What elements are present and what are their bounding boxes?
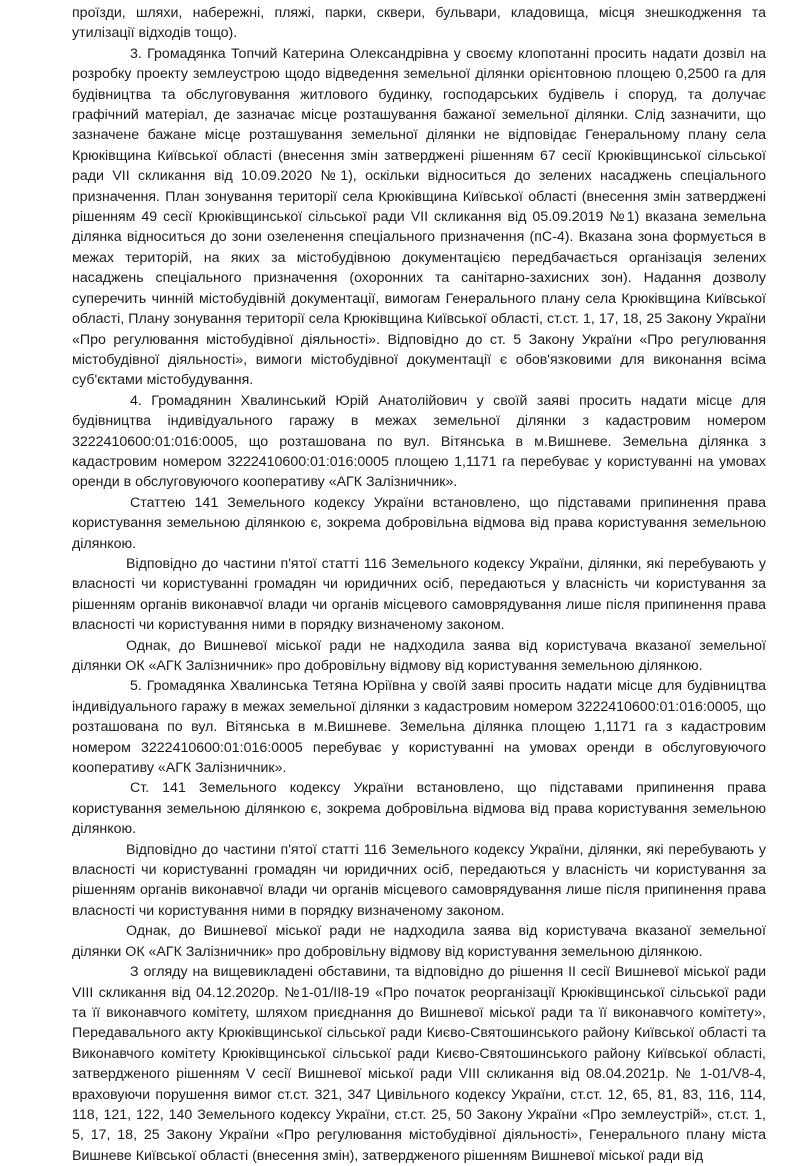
paragraph-no-application-second: Однак, до Вишневої міської ради не надходила заява від користувача вказаної земельної ділянки ОК «АГК Залізничник» про добровільну відмову від користування земельною ділянкою. [72,923,766,960]
paragraph-article-116-second: Відповідно до частини п'ятої статті 116 Земельного кодексу України, ділянки, які перебувають у власності чи користуванні громадян чи юридичних осіб, передаються у власність чи користування за рішенням органів виконавчої влади чи органів місцевого самоврядування лише після припинення права власності чи користування ними в порядку визначеному законом. [72,841,766,919]
paragraph-article-116: Відповідно до частини п'ятої статті 116 Земельного кодексу України, ділянки, які перебувають у власності чи користуванні громадян чи юридичних осіб, передаються у власність чи користування за рішенням органів виконавчої влади чи органів місцевого самоврядування лише після припинення права власності чи користування ними в порядку визначеному законом. [72,555,766,634]
paragraph-item-5: 5. Громадянка Хвалинська Тетяна Юріївна у своїй заяві просить надати місце для будівництва індивідуального гаражу в межах земельної ділянки з кадастровим номером 3222410600:01:016:0005, що розташована по вул. Вітянська в м.Вишневе. Земельна ділянка площею 1,1171 га з кадастровим номером 3222410600:01:016:0005 перебуває у користуванні на умовах оренди в обслуговуючого кооперативу «АГК Залізничник». [72,678,766,777]
paragraph-item-4: 4. Громадянин Хвалинський Юрій Анатолійович у своїй заяві просить надати місце для будівництва індивідуального гаражу в межах земельної ділянки з кадастровим номером 3222410600:01:016:0005, що розташована по вул. Вітянська в м.Вишневе. Земельна ділянка з кадастровим номером 3222410600:01:016:0005 площею 1,1171 га перебуває у користуванні на умовах оренди в обслуговуючого кооперативу «АГК Залізничник». [72,392,766,491]
paragraph-continuation: проїзди, шляхи, набережні, пляжі, парки, сквери, бульвари, кладовища, місця знешкодження та утилізації відходів тощо). [72,5,766,42]
paragraph-no-application: Однак, до Вишневої міської ради не надходила заява від користувача вказаної земельної ділянки ОК «АГК Залізничник» про добровільну відмову від користування земельною ділянкою. [72,637,766,674]
document-page [0,3,800,1164]
paragraph-article-141: Статтею 141 Земельного кодексу України встановлено, що підставами припинення права користування земельною ділянкою є, зокрема добровільна відмова від права користування земельною ділянкою. [72,494,766,552]
paragraph-conclusion: З огляду на вищевикладені обставини, та відповідно до рішення II сесії Вишневої міської ради VIII скликання від 04.12.2020р. №1-01/II8-19 «Про початок реорганізації Крюківщинської сільської ради та її виконавчого комітету, шляхом приєднання до Вишневої міської ради та її виконавчого комітету», Передавального акту Крюківщинської сільської ради Києво-Святошинського району Київської області та Виконавчого комітету Крюківщинської сільської ради Києво-Святошинського району Київської області, затвердженого рішенням V сесії Вишневої міської ради VIII скликання від 08.04.2021р. № 1-01/V8-4, враховуючи порушення вимог ст.ст. 321, 347 Цивільного кодексу України, ст.ст. 12, 65, 81, 83, 116, 114, 118, 121, 122, 140 Земельного кодексу України, ст.ст. 25, 50 Закону України «Про землеустрій», ст.ст. 1, 5, 17, 18, 25 Закону України «Про регулювання містобудівної діяльності», Генерального плану міста Вишневе Київської області (внесення змін), затвердженого рішенням Вишневої міської ради від [72,964,766,1164]
paragraph-item-3: 3. Громадянка Топчий Катерина Олександрівна у своєму клопотанні просить надати дозвіл на розробку проекту землеустрою щодо відведення земельної ділянки орієнтовною площею 0,2500 га для будівництва та обслуговування житлового будинку, господарських будівель і споруд, та долучає графічний матеріал, де зазначає місце розташування бажаної земельної ділянки. Слід зазначити, що зазначене бажане місце розташування земельної ділянки не відповідає Генеральному плану села Крюківщина Київської області (внесення змін затверджені рішенням 67 сесії Крюківщинської сільської ради VII скликання від 10.09.2020 №1), оскільки відноситься до зелених насаджень спеціального призначення. План зонування території села Крюківщина Київської області (внесення змін затверджені рішенням 49 сесії Крюківщинської сільської ради VII скликання від 05.09.2019 №1) вказана земельна ділянка відноситься до зони озеленення спеціального призначення (пС-4). Вказана зона формується в межах територій, на яких за містобудівною документацією передбачається організація зелених насаджень спеціального призначення (охоронних та санітарно-захисних зон). Надання дозволу суперечить чинній містобудівній документації, вимогам Генерального плану села Крюківщина Київської області, Плану зонування території села Крюківщина Київської області, ст.ст. 1, 17, 18, 25 Закону України «Про регулювання містобудівної діяльності». Відповідно до ст. 5 Закону України «Про регулювання містобудівної діяльності», вимоги містобудівної документації є обов'язковими для виконання всіма суб'єктами містобудування. [72,45,766,389]
paragraph-article-141-second: Ст. 141 Земельного кодексу України встановлено, що підставами припинення права користування земельною ділянкою є, зокрема добровільна відмова від права користування земельною ділянкою. [72,780,766,838]
